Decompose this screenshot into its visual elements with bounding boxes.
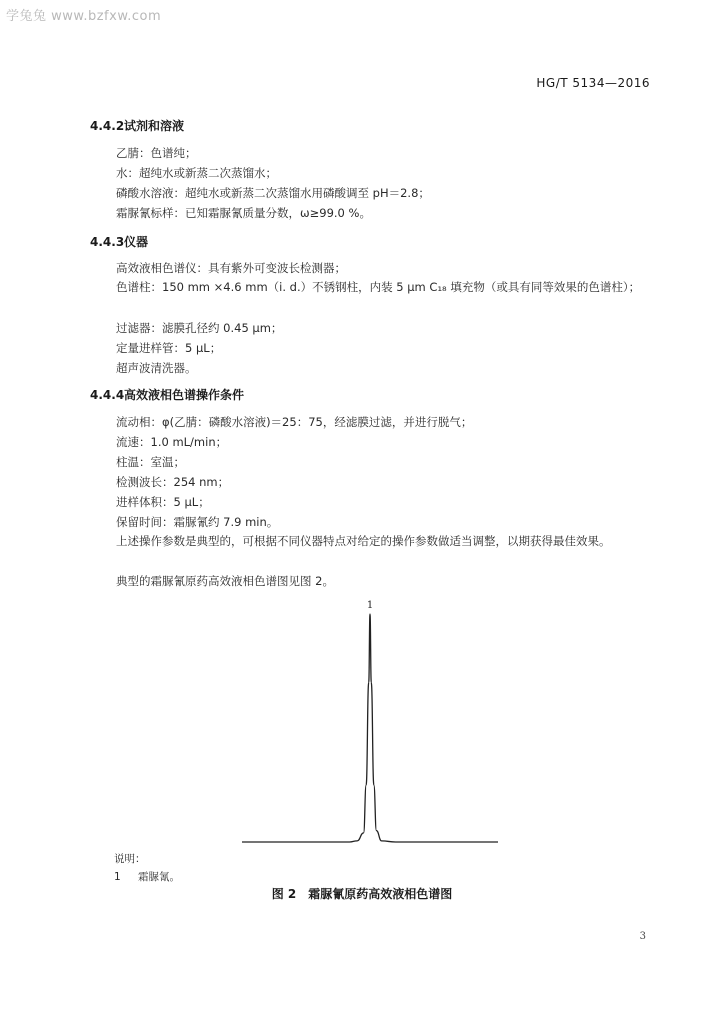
- legend-item-number: 1: [114, 871, 121, 883]
- paragraph-line: 水：超纯水或新蒸二次蒸馏水；: [116, 166, 277, 180]
- section-title: 高效液相色谱操作条件: [124, 388, 245, 402]
- section-number: 4.4.3: [90, 235, 125, 249]
- section-heading-4-4-2: [90, 117, 184, 134]
- paragraph-line: 过滤器：滤膜孔径约 0.45 μm；: [116, 321, 283, 335]
- legend-item-text: 霜脲氰。: [138, 871, 180, 883]
- section-heading-4-4-4: [90, 386, 244, 403]
- paragraph-line-wrapped: 色谱柱：150 mm ×4.6 mm（i. d.）不锈钢柱，内装 5 μm C₁₈ 填充物（或具有同等效果的色谱柱）；: [116, 280, 641, 294]
- legend-item: [114, 869, 180, 884]
- standard-code: HG/T 5134—2016: [536, 76, 650, 90]
- paragraph-line: 霜脲氰标样：已知霜脲氰质量分数，ω≥99.0 %。: [116, 206, 371, 220]
- section-heading-4-4-3: [90, 233, 148, 250]
- paragraph-line: 保留时间：霜脲氰约 7.9 min。: [116, 515, 279, 529]
- paragraph-line: 柱温：室温；: [116, 455, 185, 469]
- paragraph-line: 典型的霜脲氰原药高效液相色谱图见图 2。: [116, 574, 334, 588]
- chromatogram-trace: [242, 614, 498, 842]
- page-number: 3: [639, 931, 646, 942]
- paragraph-line: 磷酸水溶液：超纯水或新蒸二次蒸馏水用磷酸调至 pH＝2.8；: [116, 186, 430, 200]
- peak-label: 1: [366, 600, 374, 611]
- paragraph-line: 流速：1.0 mL/min；: [116, 435, 228, 449]
- section-title: 试剂和溶液: [124, 119, 185, 133]
- paragraph-line-wrapped: 上述操作参数是典型的，可根据不同仪器特点对给定的操作参数做适当调整，以期获得最佳效果。: [116, 534, 611, 548]
- legend-title: 说明：: [114, 853, 146, 865]
- figure-caption: 图 2 霜脲氰原药高效液相色谱图: [271, 887, 453, 901]
- section-number: 4.4.2: [90, 119, 125, 133]
- paragraph-line: 乙腈：色谱纯；: [116, 146, 197, 160]
- paragraph-line: 进样体积：5 μL；: [116, 495, 210, 509]
- watermark: 学兔兔 www.bzfxw.com: [6, 9, 162, 24]
- paragraph-line: 高效液相色谱仪：具有紫外可变波长检测器；: [116, 261, 346, 275]
- section-title: 仪器: [124, 235, 149, 249]
- paragraph-line: 定量进样管：5 μL；: [116, 341, 222, 355]
- paragraph-line: 检测波长：254 nm；: [116, 475, 230, 489]
- chromatogram-chart: [240, 596, 500, 856]
- paragraph-line: 流动相：φ(乙腈：磷酸水溶液)＝25：75，经滤膜过滤，并进行脱气；: [116, 415, 473, 429]
- paragraph-line: 超声波清洗器。: [116, 361, 197, 375]
- section-number: 4.4.4: [90, 388, 125, 402]
